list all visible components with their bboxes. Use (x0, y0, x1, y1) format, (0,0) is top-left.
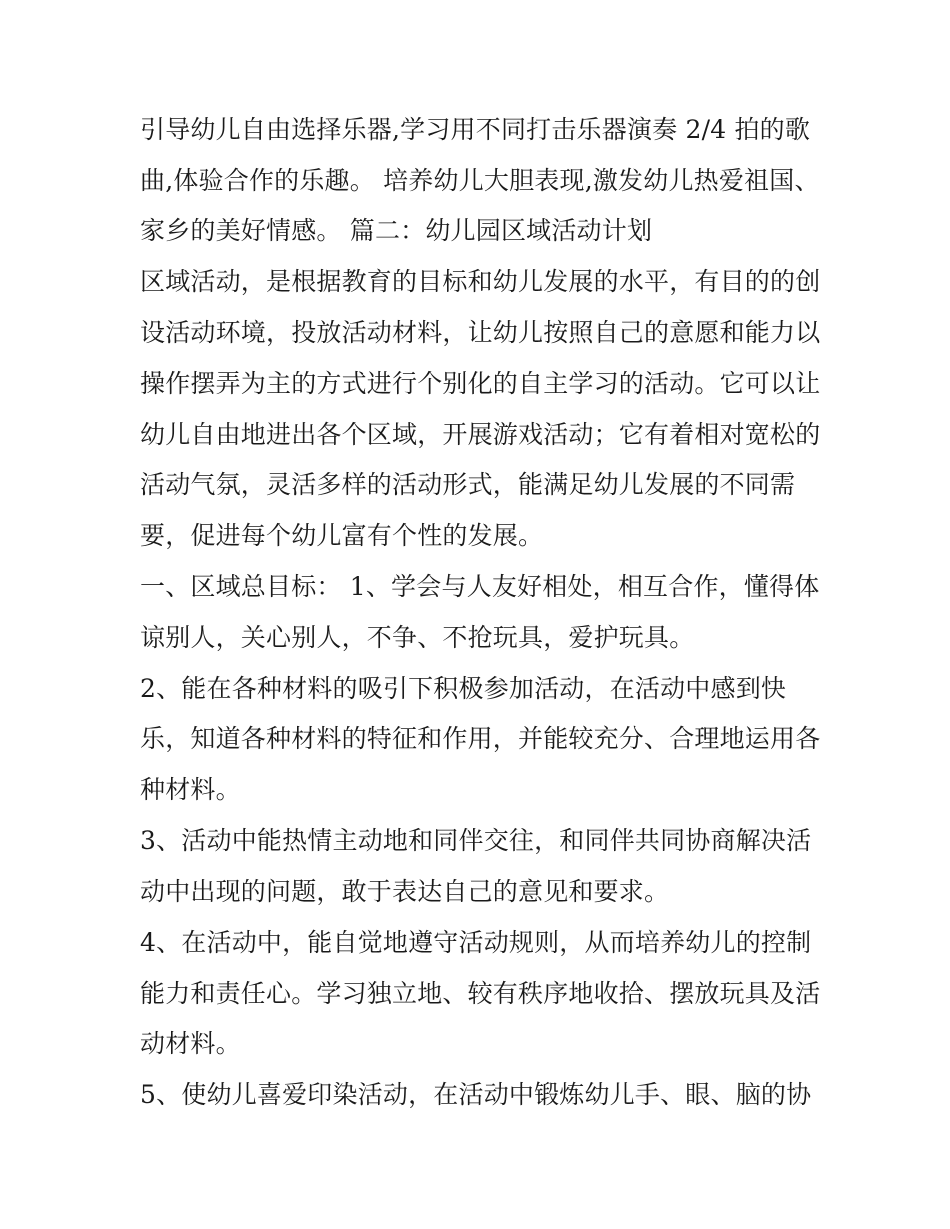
text-line: 家乡的美好情感。 篇二：幼儿园区域活动计划 (140, 216, 653, 245)
text-line: 设活动环境，投放活动材料，让幼儿按照自己的意愿和能力以 (140, 318, 821, 347)
text-line: 一、区域总目标： 1、学会与人友好相处，相互合作，懂得体 (140, 572, 820, 601)
text-line: 3、活动中能热情主动地和同伴交往，和同伴共同协商解决活 (140, 826, 812, 855)
text-line: 2、能在各种材料的吸引下积极参加活动，在活动中感到快 (140, 674, 787, 703)
text-line: 曲,体验合作的乐趣。 培养幼儿大胆表现,激发幼儿热爱祖国、 (140, 166, 820, 195)
text-line: 能力和责任心。学习独立地、较有秩序地收拾、摆放玩具及活 (140, 979, 821, 1008)
text-line: 动材料。 (140, 1029, 241, 1058)
text-line: 5、使幼儿喜爱印染活动，在活动中锻炼幼儿手、眼、脑的协 (140, 1080, 812, 1109)
text-line: 活动气氛，灵活多样的活动形式，能满足幼儿发展的不同需 (140, 470, 796, 499)
text-line: 动中出现的问题，敢于表达自己的意见和要求。 (140, 877, 670, 906)
text-line: 引导幼儿自由选择乐器,学习用不同打击乐器演奏 2/4 拍的歌 (140, 115, 811, 144)
text-line: 种材料。 (140, 775, 241, 804)
text-line: 乐，知道各种材料的特征和作用，并能较充分、合理地运用各 (140, 724, 821, 753)
text-line: 操作摆弄为主的方式进行个别化的自主学习的活动。它可以让 (140, 369, 821, 398)
text-line: 谅别人，关心别人，不争、不抢玩具，爱护玩具。 (140, 623, 695, 652)
text-line: 幼儿自由地进出各个区域，开展游戏活动；它有着相对宽松的 (140, 420, 821, 449)
text-line: 要，促进每个幼儿富有个性的发展。 (140, 521, 544, 550)
text-line: 区域活动，是根据教育的目标和幼儿发展的水平，有目的的创 (140, 267, 821, 296)
text-line: 4、在活动中，能自觉地遵守活动规则，从而培养幼儿的控制 (140, 928, 812, 957)
